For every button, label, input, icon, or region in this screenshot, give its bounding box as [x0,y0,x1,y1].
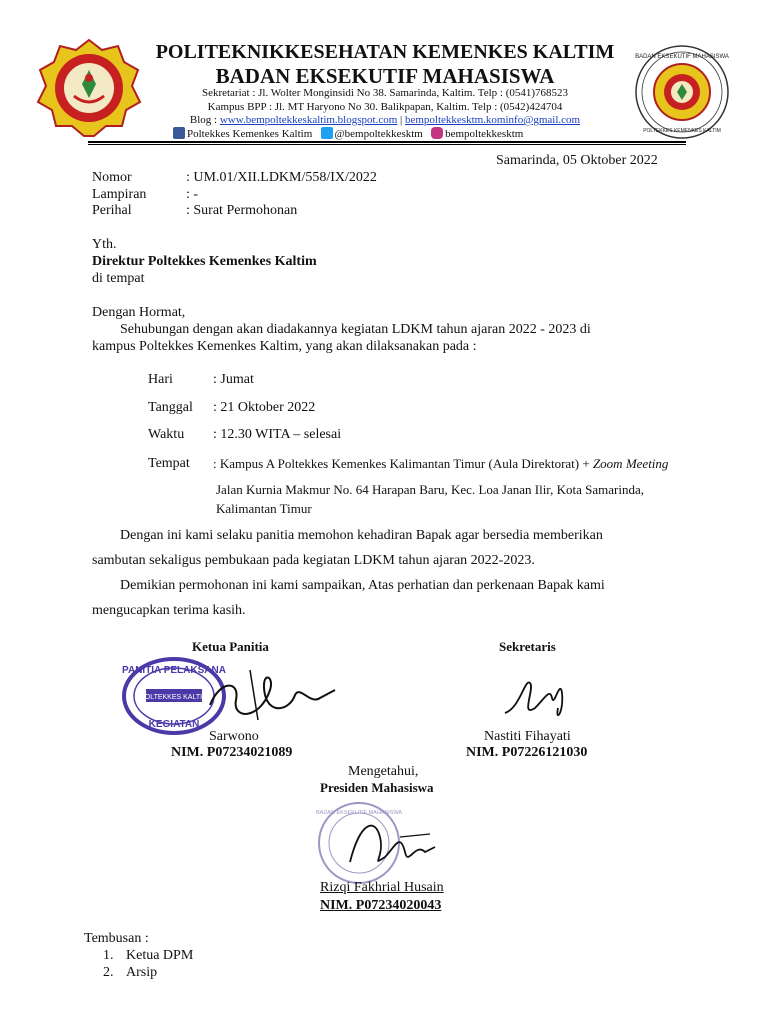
right-signature [500,668,580,728]
center-role: Presiden Mahasiswa [320,780,434,795]
detail-hari-label: Hari [148,372,173,387]
politeknik-logo [36,38,142,138]
left-stamp-bottom: KEGIATAN [148,719,200,730]
header-title-2: BADAN EKSEKUTIF MAHASISWA [215,64,555,88]
detail-tanggal-value: : 21 Oktober 2022 [213,400,316,415]
paragraph-1-line-1: Sehubungan dengan akan diadakannya kegiatan LDKM tahun ajaran 2022 - 2023 di [120,322,591,337]
detail-tempat-zoom: Zoom Meeting [592,456,669,471]
detail-tempat-line-3: Kalimantan Timur [216,501,312,516]
center-nim: NIM. P07234020043 [320,898,442,913]
left-nim: NIM. P07234021089 [171,745,293,760]
cc-item-1-text: Ketua DPM [126,948,194,963]
paragraph-1-line-2: kampus Poltekkes Kemenkes Kaltim, yang akan dilaksanakan pada : [92,339,477,354]
recipient-name: Direktur Poltekkes Kemenkes Kaltim [92,254,317,269]
header-divider-thin [88,144,686,145]
header-social-line [173,127,523,140]
meta-nomor-label: Nomor [92,170,132,185]
header-blog-line [140,114,630,126]
detail-waktu-label: Waktu [148,427,185,442]
right-name: Nastiti Fihayati [484,729,571,744]
left-name: Sarwono [209,729,259,744]
center-signature [340,812,440,878]
detail-waktu-value: : 12.30 WITA – selesai [213,427,342,442]
place-date: Samarinda, 05 Oktober 2022 [496,153,658,168]
detail-tempat-label: Tempat [148,456,190,471]
paragraph-2-line-1: Dengan ini kami selaku panitia memohon kehadiran Bapak agar bersedia memberikan [120,528,603,543]
right-role: Sekretaris [499,639,556,654]
detail-tempat-line-1 [213,456,668,472]
paragraph-2-line-2: sambutan sekaligus pembukaan pada kegiatan LDKM tahun ajaran 2022-2023. [92,553,535,568]
greeting: Dengan Hormat, [92,305,186,320]
meta-lampiran-value: : - [186,187,199,202]
email-link[interactable]: bempoltekkesktm.kominfo@gmail.com [404,114,581,126]
facebook-handle: Poltekkes Kemenkes Kaltim [187,128,313,140]
cc-title: Tembusan : [84,931,149,946]
meta-perihal-label: Perihal [92,203,132,218]
meta-lampiran-label: Lampiran [92,187,147,202]
recipient-yth: Yth. [92,237,117,252]
header-address-1: Sekretariat : Jl. Wolter Monginsidi No 38. Samarinda, Kaltim. Telp : (0541)768523 [201,87,569,99]
detail-tanggal-label: Tanggal [148,400,193,415]
right-logo-text-top: BADAN EKSEKUTIF MAHASISWA [635,54,729,60]
right-logo-text-bottom: POLTEKKES KEMENKES KALTIM [643,128,721,134]
left-stamp-top: PANITIA PELAKSANA [122,665,226,676]
header-divider [88,141,686,143]
right-nim: NIM. P07226121030 [466,745,588,760]
recipient-place: di tempat [92,271,145,286]
facebook-icon [173,127,185,139]
blog-label: Blog : [189,114,220,126]
paragraph-3-line-1: Demikian permohonan ini kami sampaikan, Atas perhatian dan perkenaan Bapak kami [120,578,605,593]
bem-logo [632,44,732,140]
header-address-2: Kampus BPP : Jl. MT Haryono No 30. Balikpapan, Kaltim. Telp : (0542)424704 [207,101,563,113]
center-stamp-text: BADAN EKSEKUTIF MAHASISWA [316,810,402,816]
left-stamp-mid: POLTEKKES KALTIM [140,694,208,701]
left-role: Ketua Panitia [192,639,269,654]
twitter-icon [321,127,333,139]
blog-link[interactable]: www.bempoltekkeskaltim.blogspot.com [219,114,398,126]
detail-hari-value: : Jumat [213,372,254,387]
cc-item-2-num: 2. [103,965,114,980]
paragraph-3-line-2: mengucapkan terima kasih. [92,603,246,618]
known-label: Mengetahui, [348,764,419,779]
cc-item-2-text: Arsip [126,965,158,980]
twitter-handle: @bempoltekkesktm [334,128,423,140]
left-signature [200,660,340,730]
center-name: Rizqi Fakhrial Husain [320,880,444,895]
header-title-1: POLITEKNIKKESEHATAN KEMENKES KALTIM [155,41,615,63]
meta-nomor-value: : UM.01/XII.LDKM/558/IX/2022 [186,170,377,185]
instagram-handle: bempoltekkesktm [445,128,524,140]
cc-item-1-num: 1. [103,948,114,963]
blog-separator: | [397,114,405,126]
detail-tempat-line-2: Jalan Kurnia Makmur No. 64 Harapan Baru, Kec. Loa Janan Ilir, Kota Samarinda, [216,482,644,497]
detail-tempat-value: : Kampus A Poltekkes Kemenkes Kalimantan Timur (Aula Direktorat) + [213,456,593,471]
meta-perihal-value: : Surat Permohonan [186,203,298,218]
instagram-icon [431,127,443,139]
